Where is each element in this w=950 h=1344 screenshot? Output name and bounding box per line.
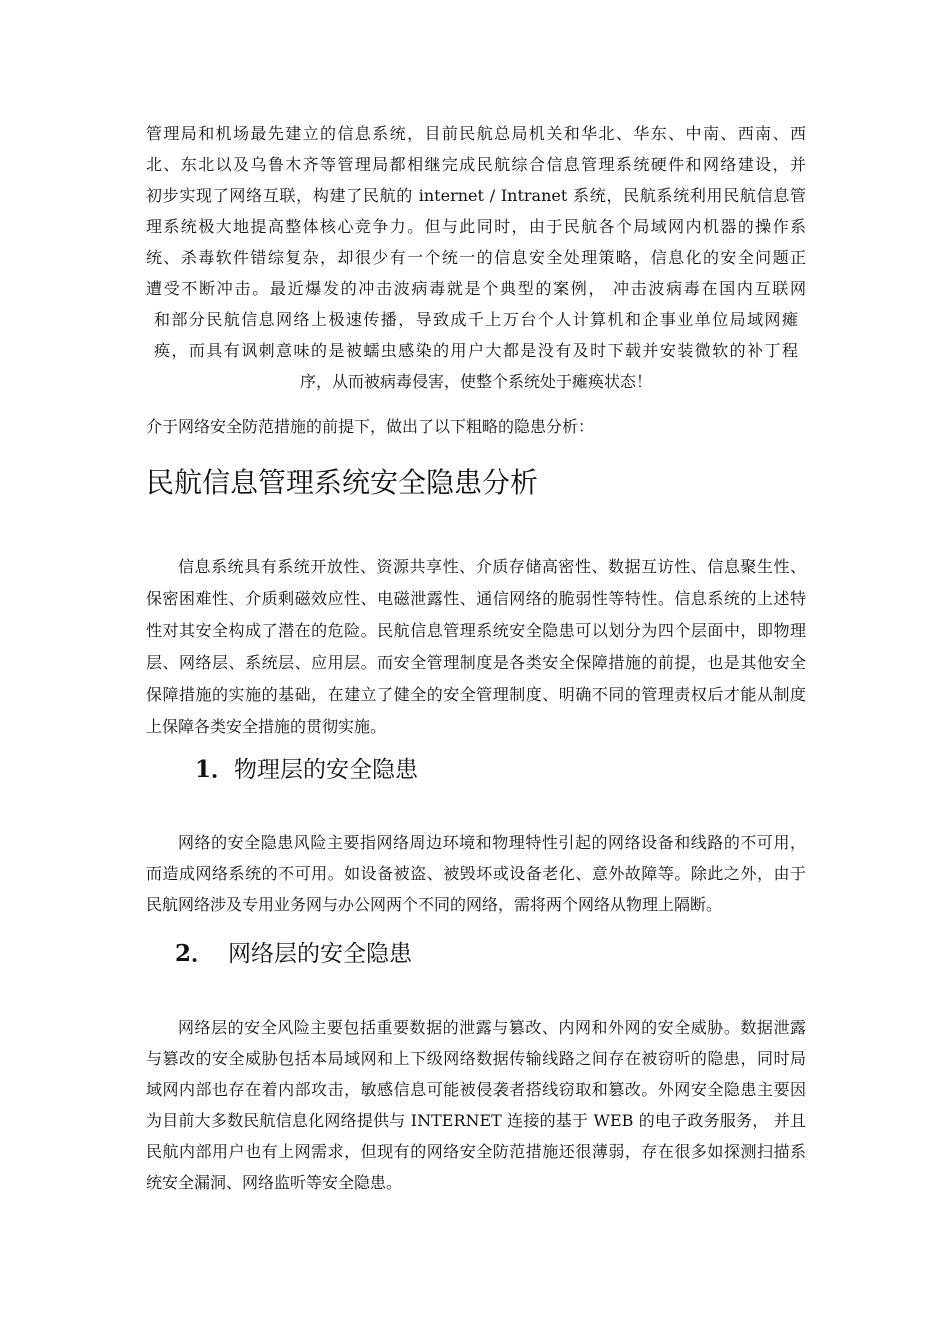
section-2-line: 民航内部用户也有上网需求，但现有的网络安全防范措施还很薄弱，存在很多如探测扫描系 [146,1142,806,1161]
section-2-line: 域网内部也存在着内部攻击，敏感信息可能被侵袭者搭线窃取和篡改。外网安全隐患主要因 [146,1080,806,1099]
intro-line: 统、杀毒软件错综复杂，却很少有一个统一的信息安全处理策略，信息化的安全问题正 [146,248,806,267]
section-1-number: 1． [195,756,235,783]
intro-line: 遭受不断冲击。最近爆发的冲击波病毒就是个典型的案例， 冲击波病毒在国内互联网 [146,279,806,298]
overview-line: 保密困难性、介质剩磁效应性、电磁泄露性、通信网络的脆弱性等特性。信息系统的上述特 [146,589,806,608]
section-2-title: 网络层的安全隐患 [228,941,413,967]
section-2-line: 网络层的安全风险主要包括重要数据的泄露与篡改、内网和外网的安全威胁。数据泄露 [178,1018,806,1037]
section-1-line: 网络的安全隐患风险主要指网络周边环境和物理特性引起的网络设备和线路的不可用， [178,833,806,852]
overview-line: 保障措施的实施的基础，在建立了健全的安全管理制度、明确不同的管理责权后才能从制度 [146,685,806,704]
section-2-heading [175,940,412,968]
section-2-number: 2． [175,940,215,967]
overview-line: 层、网络层、系统层、应用层。而安全管理制度是各类安全保障措施的前提，也是其他安全 [146,653,806,672]
section-2-line: 为目前大多数民航信息化网络提供与 INTERNET 连接的基于 WEB 的电子政务服务， 并且 [146,1111,806,1130]
main-title: 民航信息管理系统安全隐患分析 [146,466,539,499]
section-2-line: 统安全漏洞、网络监听等安全隐患。 [146,1173,403,1192]
intro-line: 痪，而具有讽刺意味的是被蠕虫感染的用户大都是没有及时下载并安装微软的补丁程 [154,341,798,360]
intro-line: 理系统极大地提高整体核心竞争力。但与此同时，由于民航各个局域网内机器的操作系 [146,217,806,236]
section-1-title: 物理层的安全隐患 [234,757,419,783]
intro-line: 序，从而被病毒侵害，使整个系统处于瘫痪状态！ [299,372,652,391]
intro-line: 北、东北以及乌鲁木齐等管理局都相继完成民航综合信息管理系统硬件和网络建设，并 [146,155,806,174]
section-1-heading [195,756,418,784]
overview-line: 性对其安全构成了潜在的危险。民航信息管理系统安全隐患可以划分为四个层面中，即物理 [146,621,806,640]
overview-line: 上保障各类安全措施的贯彻实施。 [146,717,387,736]
section-1-line: 而造成网络系统的不可用。如设备被盗、被毁坏或设备老化、意外故障等。除此之外，由于 [146,864,806,883]
intro-line: 初步实现了网络互联，构建了民航的 internet / Intranet 系统，民航系统利用民航信息管 [146,186,806,205]
intro-line: 和部分民航信息网络上极速传播，导致成千上万台个人计算机和企事业单位局域网瘫 [154,310,798,329]
section-1-line: 民航网络涉及专用业务网与办公网两个不同的网络，需将两个网络从物理上隔断。 [146,895,723,914]
overview-line: 信息系统具有系统开放性、资源共享性、介质存储高密性、数据互访性、信息聚生性、 [178,557,806,576]
intro-line: 管理局和机场最先建立的信息系统，目前民航总局机关和华北、华东、中南、西南、西 [146,124,806,143]
lead-in-text: 介于网络安全防范措施的前提下，做出了以下粗略的隐患分析： [146,417,595,436]
section-2-line: 与篡改的安全威胁包括本局域网和上下级网络数据传输线路之间存在被窃听的隐患，同时局 [146,1049,806,1068]
